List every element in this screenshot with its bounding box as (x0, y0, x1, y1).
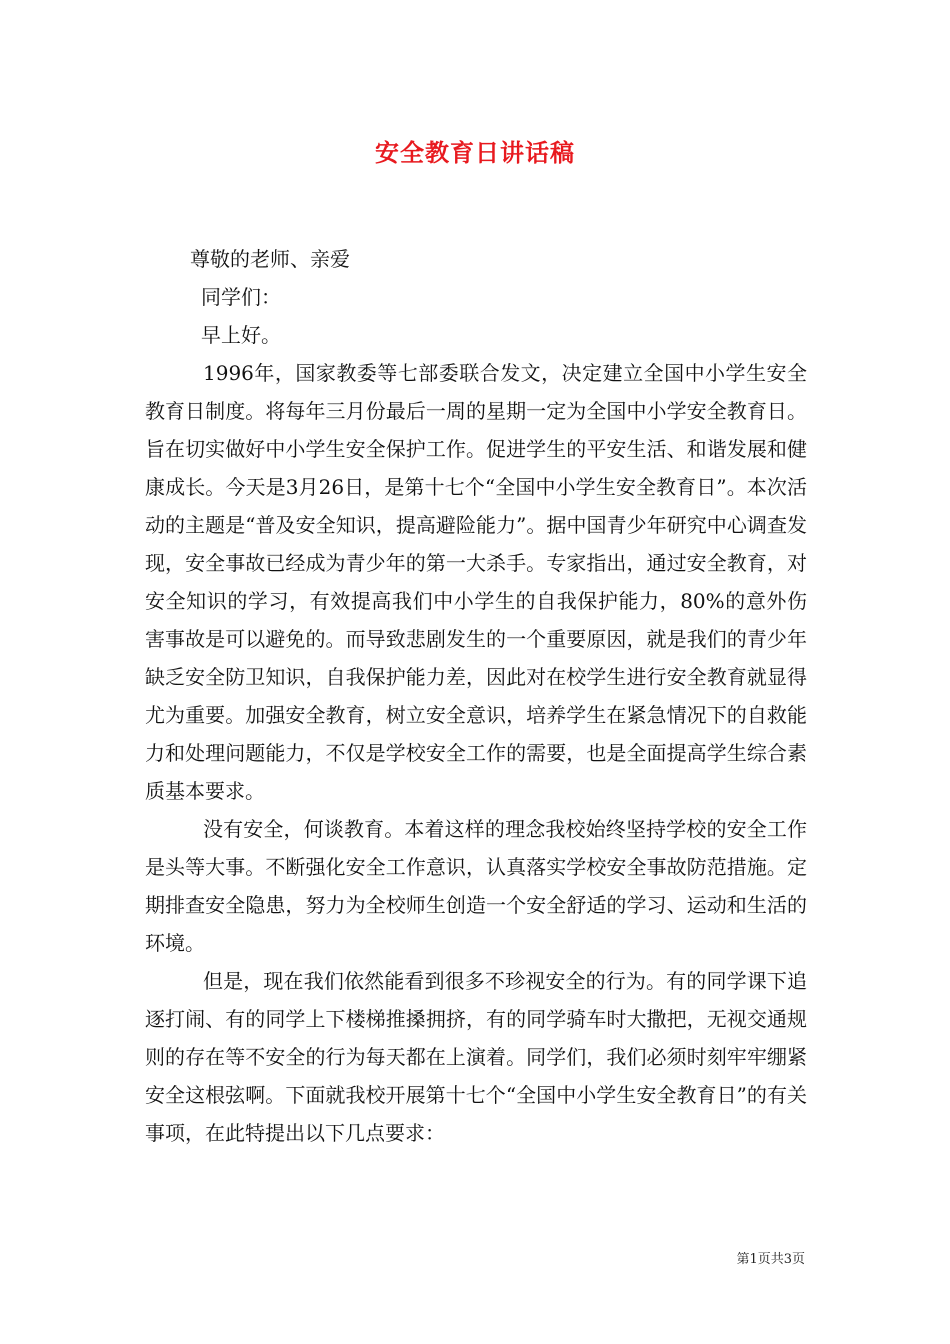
salutation-line-1: 尊敬的老师、亲爱 (190, 247, 350, 271)
salutation-line-2: 同学们： (201, 285, 281, 309)
paragraph-1: 1996年，国家教委等七部委联合发文，决定建立全国中小学生安全教育日制度。将每年三月份最后一周的星期一定为全国中小学安全教育日。旨在切实做好中小学生安全保护工作。促进学生的平安生活、和谐发展和健康成长。今天是3月26日，是第十七个“全国中小学生安全教育日”。本次活动的主题是“普及安全知识，提高避险能力”。据中国青少年研究中心调查发现，安全事故已经成为青少年的第一大杀手。专家指出，通过安全教育，对安全知识的学习，有效提高我们中小学生的自我保护能力，80%的意外伤害事故是可以避免的。而导致悲剧发生的一个重要原因，就是我们的青少年缺乏安全防卫知识，自我保护能力差，因此对在校学生进行安全教育就显得尤为重要。加强安全教育，树立安全意识，培养学生在紧急情况下的自救能力和处理问题能力，不仅是学校安全工作的需要，也是全面提高学生综合素质基本要求。 (145, 361, 807, 803)
page-indicator: 第1页共3页 (736, 1252, 805, 1267)
paragraph-2: 没有安全，何谈教育。本着这样的理念我校始终坚持学校的安全工作是头等大事。不断强化安全工作意识，认真落实学校安全事故防范措施。定期排查安全隐患，努力为全校师生创造一个安全舒适的学习、运动和生活的环境。 (145, 817, 807, 955)
paragraph-3: 但是，现在我们依然能看到很多不珍视安全的行为。有的同学课下追逐打闹、有的同学上下楼梯推搡拥挤，有的同学骑车时大撒把，无视交通规则的存在等不安全的行为每天都在上演着。同学们，我们必须时刻牢牢绷紧安全这根弦啊。下面就我校开展第十七个“全国中小学生安全教育日”的有关事项，在此特提出以下几点要求： (145, 969, 807, 1145)
document-body (145, 240, 807, 1152)
greeting-line: 早上好。 (201, 323, 281, 347)
document-title: 安全教育日讲话稿 (375, 138, 575, 167)
